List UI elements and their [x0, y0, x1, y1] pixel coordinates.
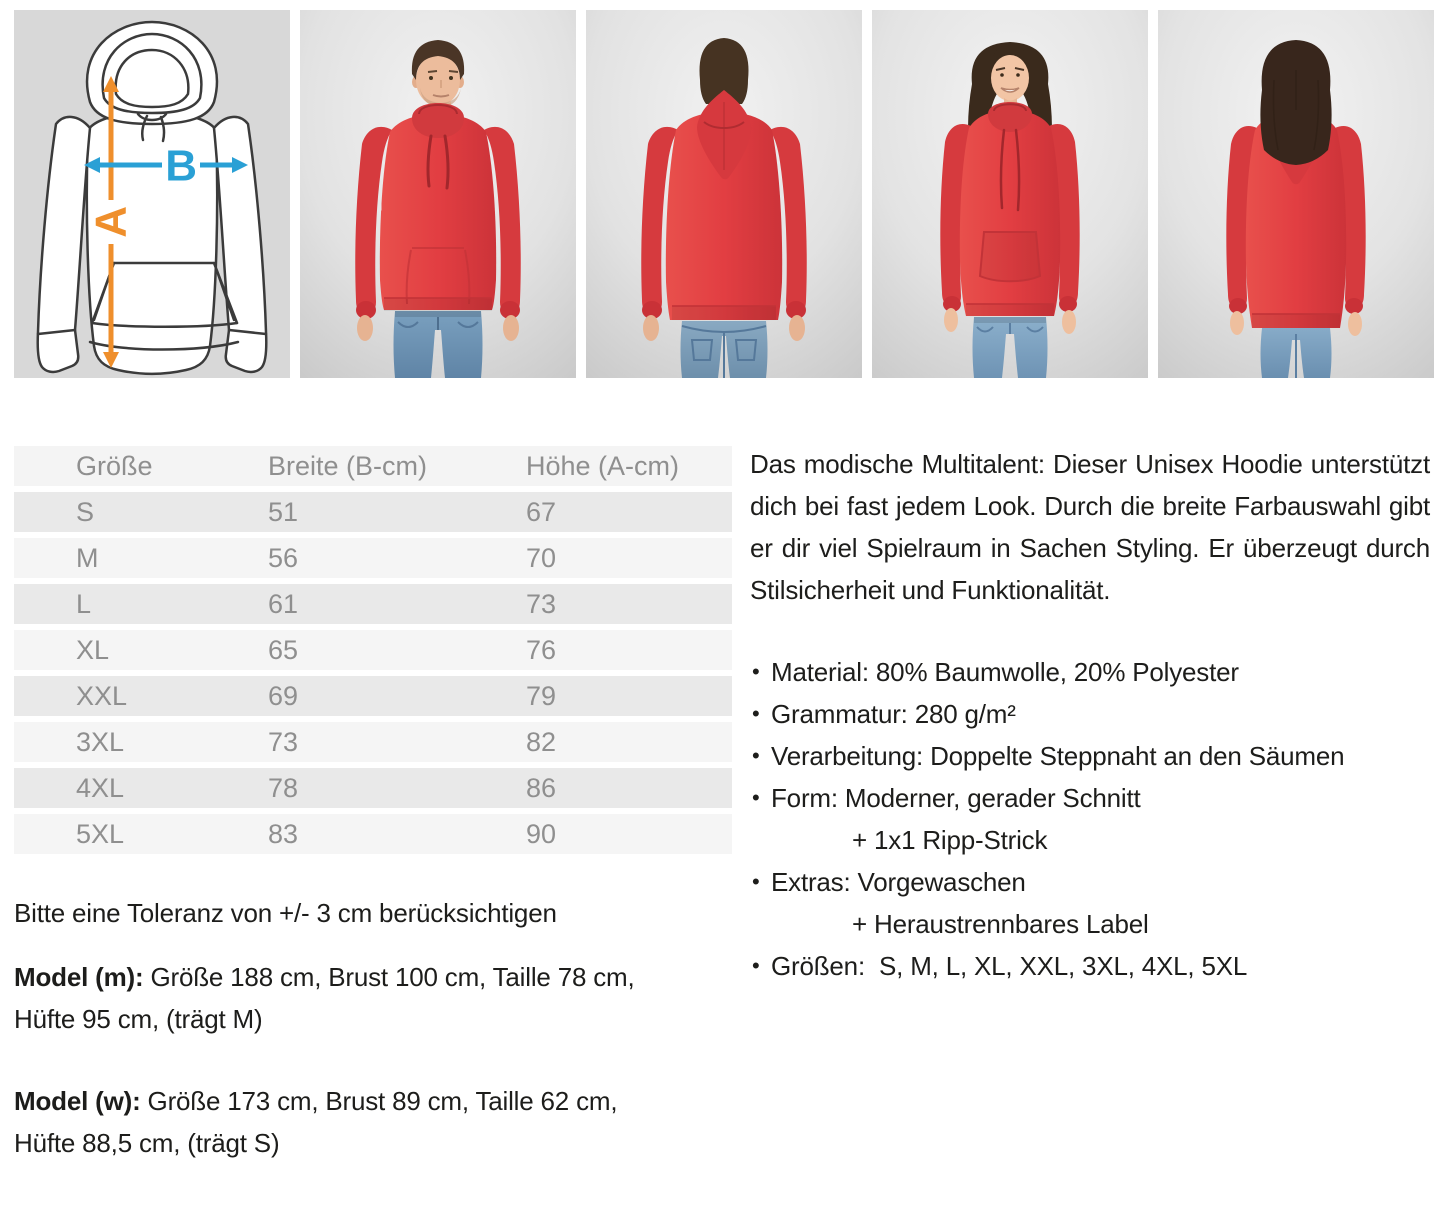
table-row: 4XL 78 86 — [14, 768, 732, 808]
bullet-icon: • — [752, 869, 760, 894]
bullet-icon: • — [752, 743, 760, 768]
photo-female-front — [872, 10, 1148, 378]
table-row: L 61 73 — [14, 584, 732, 624]
col-header-size: Größe — [14, 446, 268, 486]
list-item: • Größen: S, M, L, XL, XXL, 3XL, 4XL, 5XL — [750, 945, 1430, 987]
table-row: XL 65 76 — [14, 630, 732, 670]
size-diagram — [14, 10, 290, 378]
feature-list — [750, 651, 1430, 987]
model-w-text: Größe 173 cm, Brust 89 cm, Taille 62 cm, Hüfte 88,5 cm, (trägt S) — [14, 1086, 618, 1158]
list-item: • Extras: Vorgewaschen — [750, 861, 1430, 903]
image-row — [14, 10, 1434, 378]
model-m-text: Größe 188 cm, Brust 100 cm, Taille 78 cm, Hüfte 95 cm, (trägt M) — [14, 962, 635, 1034]
col-header-height: Höhe (A-cm) — [526, 446, 732, 486]
list-item: • Verarbeitung: Doppelte Steppnaht an den Säumen — [750, 735, 1430, 777]
model-m-info — [14, 956, 674, 1040]
size-info-column — [14, 440, 732, 1164]
bullet-icon: • — [752, 701, 760, 726]
list-item: • Grammatur: 280 g/m² — [750, 693, 1430, 735]
bullet-icon: • — [752, 953, 760, 978]
table-row: 3XL 73 82 — [14, 722, 732, 762]
table-row: 5XL 83 90 — [14, 814, 732, 854]
model-w-info — [14, 1080, 674, 1164]
table-row: XXL 69 79 — [14, 676, 732, 716]
table-row: S 51 67 — [14, 492, 732, 532]
list-item-indented: + 1x1 Ripp-Strick — [852, 825, 1048, 855]
model-m-label: Model (m): — [14, 962, 144, 992]
photo-male-back — [586, 10, 862, 378]
tolerance-note: Bitte eine Toleranz von +/- 3 cm berücksichtigen — [14, 898, 557, 928]
photo-male-front — [300, 10, 576, 378]
model-w-label: Model (w): — [14, 1086, 141, 1116]
list-item: • Material: 80% Baumwolle, 20% Polyester — [750, 651, 1430, 693]
col-header-width: Breite (B-cm) — [268, 446, 526, 486]
size-table — [14, 440, 732, 860]
list-item-indented: + Heraustrennbares Label — [852, 909, 1149, 939]
list-item: • Form: Moderner, gerader Schnitt — [750, 777, 1430, 819]
label-a: A — [86, 206, 136, 238]
table-row: M 56 70 — [14, 538, 732, 578]
size-table-header-row — [14, 446, 732, 486]
label-b: B — [165, 141, 197, 191]
photo-female-back — [1158, 10, 1434, 378]
bullet-icon: • — [752, 659, 760, 684]
product-description: Das modische Multitalent: Dieser Unisex Hoodie unterstützt dich bei fast jedem Look. Durch die breite Farbauswahl gibt er dir viel Spielraum in Sachen Styling. Er überzeugt durch Stilsicherheit und Funktionalität. — [750, 449, 1430, 605]
description-column — [750, 443, 1430, 987]
bullet-icon: • — [752, 785, 760, 810]
